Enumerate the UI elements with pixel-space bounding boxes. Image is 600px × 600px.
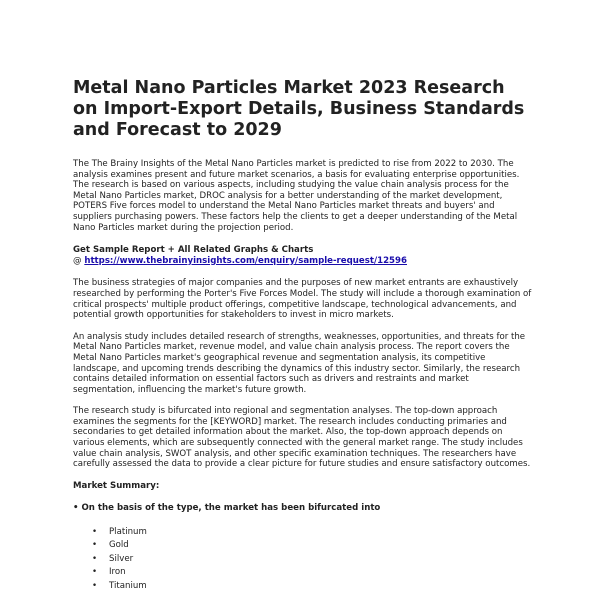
intro-paragraph: The The Brainy Insights of the Metal Nano Particles market is predicted to rise from 2022 to 2030. The analysis examines present and future market scenarios, a basis for evaluating enterprise opportunities. The research is based on various aspects, including studying the value chain analysis process for the Metal Nano Particles market, DROC analysis for a better understanding of the market development, POTERS Five forces model to understand the Metal Nano Particles market threats and buyers' and suppliers purchasing powers. These factors help the clients to get a deeper understanding of the Metal Nano Particles market during the projection period. (73, 159, 520, 233)
market-summary-heading: Market Summary: (73, 480, 160, 491)
type-list (73, 526, 533, 594)
sample-request-link[interactable]: https://www.thebrainyinsights.com/enquiry/sample-request/12596 (84, 255, 407, 266)
paragraph-research: The research study is bifurcated into regional and segmentation analyses. The top-down approach examines the segments for the [KEYWORD] market. The research includes conducting primaries and secondaries to get detailed information about the market. Also, the top-down approach depends on various elements, which are subsequently connected with the general market range. The study includes value chain analysis, SWOT analysis, and other specific examination techniques. The researchers have carefully assessed the data to provide a clear picture for future studies and ensure satisfactory outcomes. (73, 406, 531, 470)
list-item: • Platinum (109, 526, 533, 540)
document-page (73, 78, 533, 593)
paragraph-strategies: The business strategies of major companies and the purposes of new market entrants are exhaustively researched by performing the Porter's Five Forces Model. The study will include a thorough examination of critical prospects' multiple product offerings, competitive landscape, technological advancements, and potential growth opportunities for stakeholders to invest in micro markets. (73, 278, 532, 321)
sample-report-label: Get Sample Report + All Related Graphs & Charts (73, 245, 314, 256)
list-item: • Gold (109, 539, 533, 553)
list-item: • Iron (109, 566, 533, 580)
list-item: • Titanium (109, 580, 533, 594)
paragraph-analysis: An analysis study includes detailed research of strengths, weaknesses, opportunities, and threats for the Metal Nano Particles market, revenue model, and value chain analysis process. The report covers the Metal Nano Particles market's geographical revenue and segmentation analysis, its competitive landscape, and upcoming trends describing the dynamics of this industry sector. Similarly, the research contains detailed information on essential factors such as drivers and restraints and market segmentation, influencing the market's future growth. (73, 331, 526, 395)
list-item: • Silver (109, 553, 533, 567)
type-segment-heading: • On the basis of the type, the market has been bifurcated into (73, 502, 381, 513)
sample-report-block (73, 245, 533, 266)
sample-link-prefix: @ (73, 255, 85, 266)
document-title: Metal Nano Particles Market 2023 Research on Import-Export Details, Business Standards and Forecast to 2029 (73, 78, 525, 140)
